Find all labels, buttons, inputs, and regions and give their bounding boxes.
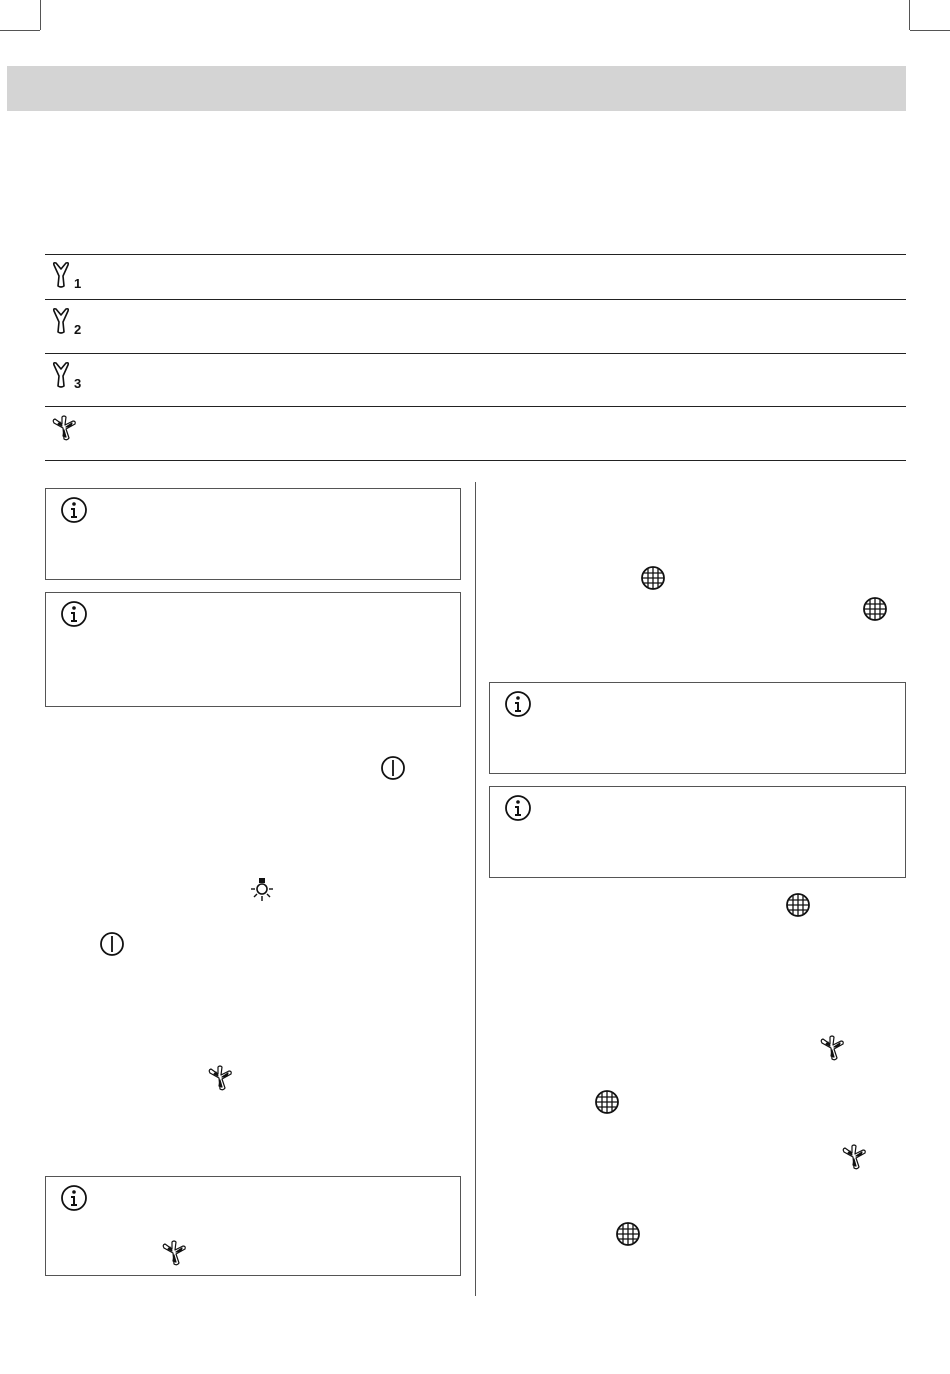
crop-mark [40,0,41,30]
info-icon [60,600,88,628]
table-rule [45,406,906,407]
crop-mark [0,30,40,31]
grease-filter-icon [593,1088,621,1116]
table-rule [45,254,906,255]
info-icon [504,690,532,718]
fan-speed-3-icon [50,360,86,390]
table-rule [45,460,906,461]
fan-speed-2-icon [50,306,86,336]
fan-boost-icon [206,1064,236,1094]
grease-filter-icon [639,564,667,592]
table-rule [45,299,906,300]
power-icon [379,754,407,782]
fan-boost-icon [818,1034,848,1064]
crop-mark [909,0,910,30]
fan-speed-1-icon [50,260,86,290]
info-note-box [45,1176,461,1276]
grease-filter-icon [861,595,889,623]
svg-text:1: 1 [74,276,82,290]
fan-boost-icon [160,1239,190,1269]
column-divider [475,482,476,1296]
grease-filter-icon [784,891,812,919]
svg-text:2: 2 [74,322,82,336]
fan-boost-icon [840,1143,870,1173]
info-icon [60,1184,88,1212]
info-note-box [45,592,461,707]
info-note-box [489,786,906,878]
svg-text:3: 3 [74,376,82,390]
crop-mark [910,30,950,31]
info-note-box [489,682,906,774]
info-icon [60,496,88,524]
info-icon [504,794,532,822]
section-header-band [7,66,906,111]
info-note-box [45,488,461,580]
table-rule [45,353,906,354]
light-icon [248,876,276,904]
fan-boost-icon [50,414,80,444]
grease-filter-icon [614,1220,642,1248]
power-icon [98,930,126,958]
